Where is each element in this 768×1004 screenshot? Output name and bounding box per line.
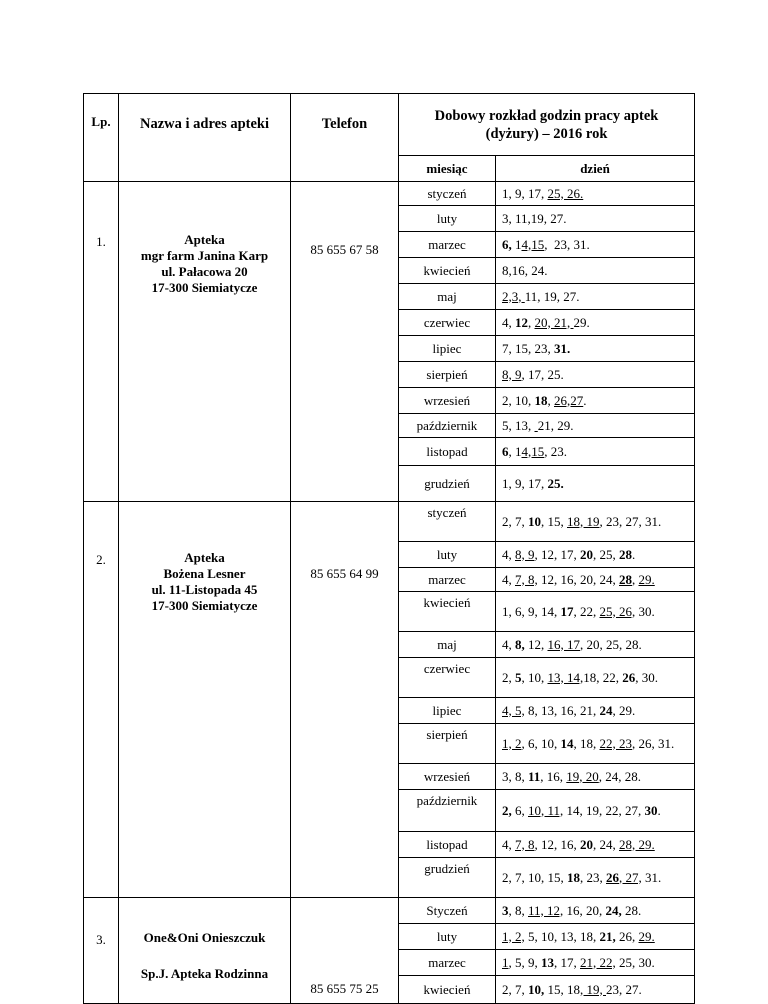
- p2-days-12: 2, 7, 10, 15, 18, 23, 26, 27, 31.: [496, 858, 695, 898]
- pharmacy-3-lp: 3.: [84, 898, 119, 1004]
- p3-month-4: kwiecień: [399, 976, 496, 1004]
- header-phone: Telefon: [291, 94, 399, 182]
- p1-month-12: grudzień: [399, 466, 496, 502]
- pharmacy-3-name-line-2: Sp.J. Apteka Rodzinna: [140, 966, 269, 981]
- p1-days-3: 6, 14,15, 23, 31.: [496, 232, 695, 258]
- p2-month-11: listopad: [399, 832, 496, 858]
- p3-days-3: 1, 5, 9, 13, 17, 21, 22, 25, 30.: [496, 950, 695, 976]
- pharmacy-2-name-line-2: Bożena Lesner: [163, 566, 246, 581]
- pharmacy-3-name-line-1: One&Oni Onieszczuk: [143, 930, 266, 945]
- p2-days-5: 4, 8, 12, 16, 17, 20, 25, 28.: [496, 632, 695, 658]
- p1-days-6: 4, 12, 20, 21, 29.: [496, 310, 695, 336]
- p1-month-2: luty: [399, 206, 496, 232]
- p1-days-1: 1, 9, 17, 25, 26.: [496, 182, 695, 206]
- pharmacy-1-name: [119, 182, 291, 502]
- pharmacy-2-phone: 85 655 64 99: [291, 502, 399, 898]
- p1-days-4: 8,16, 24.: [496, 258, 695, 284]
- p3-month-2: luty: [399, 924, 496, 950]
- pharmacy-2-name-line-4: 17-300 Siemiatycze: [151, 598, 258, 613]
- p2-days-11: 4, 7, 8, 12, 16, 20, 24, 28, 29.: [496, 832, 695, 858]
- pharmacy-duty-table: [83, 93, 695, 1004]
- pharmacy-1-name-line-3: ul. Pałacowa 20: [161, 264, 248, 279]
- p1-days-5: 2,3, 11, 19, 27.: [496, 284, 695, 310]
- p1-days-8: 8, 9, 17, 25.: [496, 362, 695, 388]
- p2-days-10: 2, 6, 10, 11, 14, 19, 22, 27, 30.: [496, 790, 695, 832]
- p2-days-7: 4, 5, 8, 13, 16, 21, 24, 29.: [496, 698, 695, 724]
- p2-month-6: czerwiec: [399, 658, 496, 698]
- pharmacy-1-phone: 85 655 67 58: [291, 182, 399, 502]
- p1-month-5: maj: [399, 284, 496, 310]
- p2-month-1: styczeń: [399, 502, 496, 542]
- p2-month-4: kwiecień: [399, 592, 496, 632]
- pharmacy-1-lp: 1.: [84, 182, 119, 502]
- header-month: miesiąc: [399, 156, 496, 182]
- p2-days-8: 1, 2, 6, 10, 14, 18, 22, 23, 26, 31.: [496, 724, 695, 764]
- pharmacy-2-name-line-1: Apteka: [184, 550, 225, 565]
- p2-month-5: maj: [399, 632, 496, 658]
- pharmacy-1-name-line-1: Apteka: [184, 232, 225, 247]
- p3-days-4: 2, 7, 10, 15, 18, 19, 23, 27.: [496, 976, 695, 1004]
- header-day: dzień: [496, 156, 695, 182]
- p1-days-2: 3, 11,19, 27.: [496, 206, 695, 232]
- p1-month-1: styczeń: [399, 182, 496, 206]
- p1-month-11: listopad: [399, 438, 496, 466]
- p2-month-8: sierpień: [399, 724, 496, 764]
- pharmacy-1-name-line-2: mgr farm Janina Karp: [140, 248, 269, 263]
- p2-month-9: wrzesień: [399, 764, 496, 790]
- header-lp: Lp.: [84, 94, 119, 182]
- p2-month-10: październik: [399, 790, 496, 832]
- p2-days-4: 1, 6, 9, 14, 17, 22, 25, 26, 30.: [496, 592, 695, 632]
- p1-days-11: 6, 14,15, 23.: [496, 438, 695, 466]
- p1-days-9: 2, 10, 18, 26,27.: [496, 388, 695, 414]
- p1-month-10: październik: [399, 414, 496, 438]
- p1-month-3: marzec: [399, 232, 496, 258]
- header-schedule: Dobowy rozkład godzin pracy aptek (dyżury) – 2016 rok: [399, 94, 695, 156]
- p2-days-6: 2, 5, 10, 13, 14,18, 22, 26, 30.: [496, 658, 695, 698]
- p1-month-9: wrzesień: [399, 388, 496, 414]
- p1-days-12: 1, 9, 17, 25.: [496, 466, 695, 502]
- p1-month-4: kwiecień: [399, 258, 496, 284]
- pharmacy-1-name-line-4: 17-300 Siemiatycze: [151, 280, 258, 295]
- p2-days-2: 4, 8, 9, 12, 17, 20, 25, 28.: [496, 542, 695, 568]
- p1-days-10: 5, 13, 21, 29.: [496, 414, 695, 438]
- p3-month-1: Styczeń: [399, 898, 496, 924]
- pharmacy-2-lp: 2.: [84, 502, 119, 898]
- p2-month-12: grudzień: [399, 858, 496, 898]
- p2-month-2: luty: [399, 542, 496, 568]
- p2-days-1: 2, 7, 10, 15, 18, 19, 23, 27, 31.: [496, 502, 695, 542]
- p3-month-3: marzec: [399, 950, 496, 976]
- p2-month-3: marzec: [399, 568, 496, 592]
- p2-month-7: lipiec: [399, 698, 496, 724]
- p2-days-3: 4, 7, 8, 12, 16, 20, 24, 28, 29.: [496, 568, 695, 592]
- p1-days-7: 7, 15, 23, 31.: [496, 336, 695, 362]
- pharmacy-2-name-line-3: ul. 11-Listopada 45: [151, 582, 258, 597]
- pharmacy-2-name: [119, 502, 291, 898]
- p3-days-2: 1, 2, 5, 10, 13, 18, 21, 26, 29.: [496, 924, 695, 950]
- header-name: Nazwa i adres apteki: [119, 94, 291, 182]
- p3-days-1: 3, 8, 11, 12, 16, 20, 24, 28.: [496, 898, 695, 924]
- p1-month-6: czerwiec: [399, 310, 496, 336]
- p2-days-9: 3, 8, 11, 16, 19, 20, 24, 28.: [496, 764, 695, 790]
- p1-month-8: sierpień: [399, 362, 496, 388]
- pharmacy-3-phone: 85 655 75 25: [291, 898, 399, 1004]
- pharmacy-3-name: [119, 898, 291, 1004]
- p1-month-7: lipiec: [399, 336, 496, 362]
